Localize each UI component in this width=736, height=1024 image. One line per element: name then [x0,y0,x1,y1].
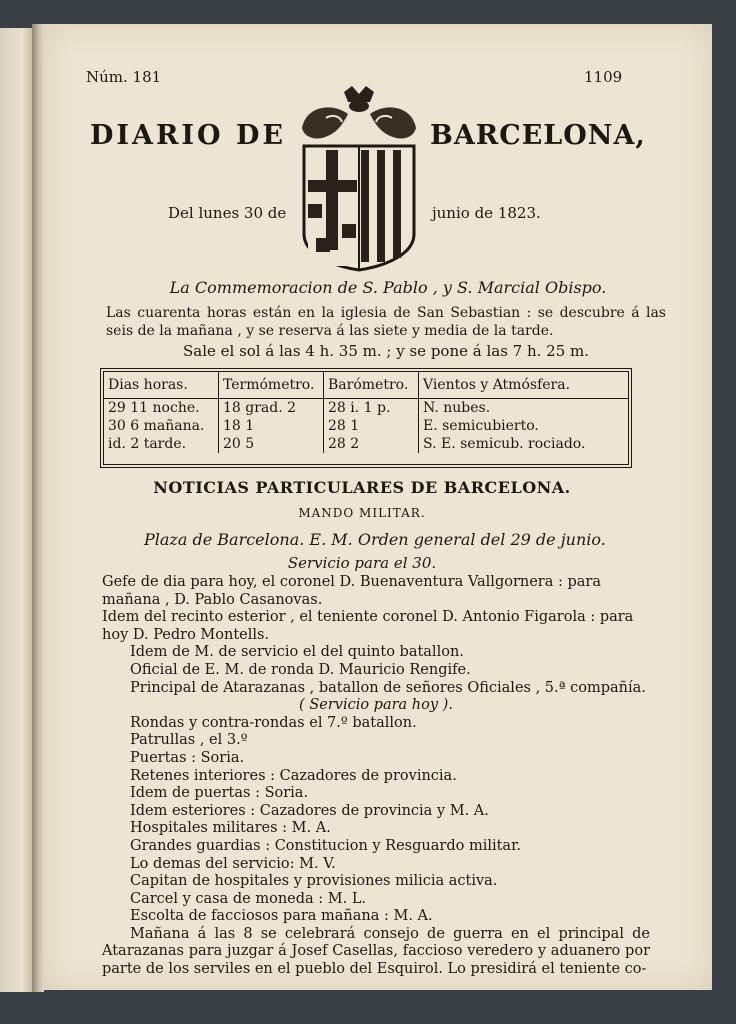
weather-row [104,435,628,453]
left-page-edge [0,28,33,992]
date-line-right: junio de 1823. [432,204,541,222]
barcelona-coat-of-arms-icon [296,84,422,274]
weather-cell: 18 1 [219,417,324,435]
order-line: Lo demas del servicio: M. V. [130,855,336,872]
weather-cell: 28 1 [324,417,419,435]
weather-header-days: Dias horas. [104,372,219,399]
order-line: Idem de puertas : Soria. [130,785,309,802]
weather-cell: 20 5 [219,435,324,453]
weather-table [100,368,632,468]
order-line: Grandes guardias : Constitucion y Resguardo militar. [130,837,522,854]
weather-cell: E. semicubierto. [419,417,629,435]
weather-cell: S. E. semicub. rociado. [419,435,629,453]
order-line: Gefe de dia para hoy, el coronel D. Buenaventura Vallgornera : para mañana , D. Pablo Casanovas. [102,574,601,608]
weather-header-thermometer: Termómetro. [219,372,324,399]
weather-row [104,417,628,435]
order-line: Idem del recinto esterior , el teniente coronel D. Antonio Figarola : para hoy D. Pedro Montells. [102,609,634,643]
order-line: Principal de Atarazanas , batallon de señores Oficiales , 5.ª compañía. [130,679,646,696]
order-line: Oficial de E. M. de ronda D. Mauricio Rengife. [130,661,471,678]
book-gutter [32,24,44,992]
weather-cell: 30 6 mañana. [108,418,205,434]
order-line: Escolta de facciosos para mañana : M. A. [130,908,433,925]
subsection-title: MANDO MILITAR. [298,506,426,520]
order-line: Retenes interiores : Cazadores de provincia. [130,767,457,784]
weather-cell: N. nubes. [419,399,629,418]
newspaper-page [44,24,712,990]
order-line: Puertas : Soria. [130,749,245,766]
date-line-left: Del lunes 30 de [168,204,287,222]
order-line: Idem esteriores : Cazadores de provincia y M. A. [130,802,489,819]
weather-cell: 18 grad. 2 [219,399,324,418]
weather-cell: 28 i. 1 p. [324,399,419,418]
weather-cell: 28 2 [324,435,419,453]
order-line: Rondas y contra-rondas el 7.º batallon. [130,714,417,731]
section-title: NOTICIAS PARTICULARES DE BARCELONA. [153,478,571,497]
masthead-title-right: BARCELONA, [430,120,646,151]
order-line: Mañana á las 8 se celebrará consejo de guerra en el principal de Atarazanas para juzgar á Josef Casellas, faccioso veredero y aduanero por parte de los serviles en el pueblo del Esquirol. Lo presidirá el teniente co- [102,925,650,978]
order-line: Carcel y casa de moneda : M. L. [130,890,367,907]
orders-text [102,574,650,979]
weather-header-row [104,372,628,399]
weather-row [104,399,628,418]
issue-number: Núm. 181 [86,68,162,86]
forty-hours-notice: Las cuarenta horas están en la iglesia de San Sebastian : se descubre á las seis de la mañana , y se reserva á las siete y media de la tarde. [106,305,666,339]
weather-cell: 29 11 noche. [108,400,200,416]
general-order-heading: Plaza de Barcelona. E. M. Orden general del 29 de junio. [144,530,606,549]
order-line: Idem de M. de servicio el del quinto batallon. [130,644,464,661]
order-line: Capitan de hospitales y provisiones milicia activa. [130,873,498,890]
page-number: 1109 [584,68,623,86]
order-line: ( Servicio para hoy ). [299,697,453,714]
order-line: Patrullas , el 3.º [130,732,248,749]
weather-cell: id. 2 tarde. [108,436,187,452]
commemoration-line: La Commemoracion de S. Pablo , y S. Marcial Obispo. [169,278,607,297]
service-heading: Servicio para el 30. [287,554,437,572]
weather-header-winds: Vientos y Atmósfera. [419,372,629,399]
order-line: Hospitales militares : M. A. [130,820,331,837]
sunrise-sunset: Sale el sol á las 4 h. 35 m. ; y se pone á las 7 h. 25 m. [182,342,590,360]
masthead-title-left: DIARIO DE [90,120,286,151]
weather-header-barometer: Barómetro. [324,372,419,399]
